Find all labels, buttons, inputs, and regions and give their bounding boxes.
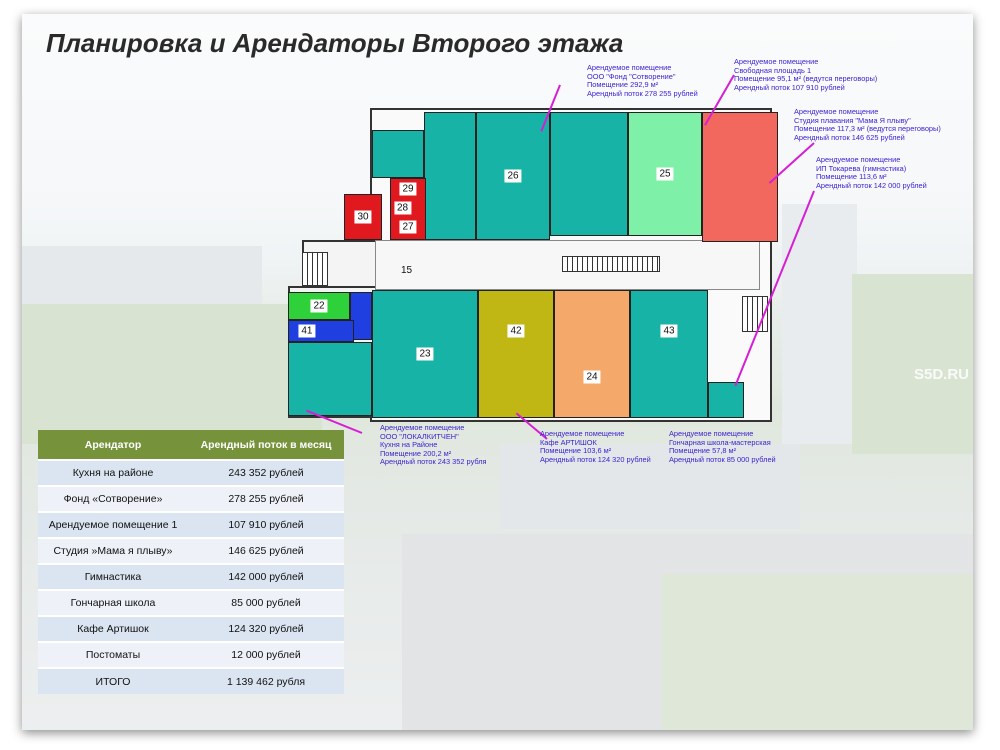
room-southeast-small xyxy=(708,382,744,418)
room-upper-teal-a xyxy=(424,112,476,240)
room-25 xyxy=(628,112,702,236)
flow-cell: 142 000 рублей xyxy=(188,564,344,590)
stairwell-west xyxy=(302,252,328,286)
tenant-cell: Кухня на районе xyxy=(38,460,188,486)
annotation-kitchen: Арендуемое помещение ООО "ЛОКАЛКИТЧЕН" Кухня на Районе Помещение 200,2 м² Арендный поток 243 352 рубля xyxy=(380,423,487,467)
table-header-row xyxy=(38,430,344,460)
tenant-cell: Гончарная школа xyxy=(38,590,188,616)
table-row xyxy=(38,486,344,512)
flow-cell: 85 000 рублей xyxy=(188,590,344,616)
room-label: 22 xyxy=(310,300,327,313)
room-red xyxy=(702,112,778,242)
room-cluster-red xyxy=(390,178,426,240)
room-label: 42 xyxy=(507,325,524,338)
room-label: 41 xyxy=(298,325,315,338)
column-header-flow: Арендный поток в месяц xyxy=(188,430,344,460)
table-row xyxy=(38,512,344,538)
watermark: S5D.RU xyxy=(914,366,970,383)
tenant-cell: Студия »Мама я плыву» xyxy=(38,538,188,564)
room-30 xyxy=(344,194,382,240)
tenants-table xyxy=(38,430,344,694)
room-26 xyxy=(476,112,550,240)
room-upper-small xyxy=(372,130,424,178)
annotation-swim-studio: Арендуемое помещение Студия плавания "Мама Я плыву" Помещение 117,3 м² (ведутся переговоры) Арендный поток 146 625 рублей xyxy=(794,107,941,142)
annotation-fund: Арендуемое помещение ООО "Фонд "Сотворение" Помещение 292,9 м² Арендный поток 278 255 рублей xyxy=(587,63,698,98)
flow-cell: 146 625 рублей xyxy=(188,538,344,564)
table-row xyxy=(38,460,344,486)
room-label: 26 xyxy=(504,170,521,183)
room-label: 27 xyxy=(399,221,416,234)
table-row xyxy=(38,590,344,616)
annotation-cafe: Арендуемое помещение Кафе АРТИШОК Помещение 103,6 м² Арендный поток 124 320 рублей xyxy=(540,429,651,464)
tenant-cell: Постоматы xyxy=(38,642,188,668)
annotation-pottery: Арендуемое помещение Гончарная школа-мастерская Помещение 57,8 м² Арендный поток 85 000 рублей xyxy=(669,429,776,464)
table-row xyxy=(38,642,344,668)
tenant-cell: Кафе Артишок xyxy=(38,616,188,642)
room-label: 28 xyxy=(394,201,411,214)
flow-cell: 278 255 рублей xyxy=(188,486,344,512)
table-row xyxy=(38,564,344,590)
room-label: 30 xyxy=(354,211,371,224)
column-header-tenant: Арендатор xyxy=(38,430,188,460)
slide xyxy=(22,14,973,730)
tenant-cell: Гимнастика xyxy=(38,564,188,590)
room-22 xyxy=(288,292,350,320)
room-41 xyxy=(288,320,354,342)
room-southwest-teal xyxy=(288,342,372,416)
flow-cell: 243 352 рублей xyxy=(188,460,344,486)
room-label: 23 xyxy=(416,348,433,361)
room-23 xyxy=(372,290,478,418)
flow-cell: 12 000 рублей xyxy=(188,642,344,668)
room-42 xyxy=(478,290,554,418)
flow-cell: 107 910 рублей xyxy=(188,512,344,538)
room-24 xyxy=(554,290,630,418)
table-row-total xyxy=(38,668,344,694)
annotation-gymnastics: Арендуемое помещение ИП Токарева (гимнастика) Помещение 113,6 м² Арендный поток 142 000 рублей xyxy=(816,155,927,190)
table-row xyxy=(38,616,344,642)
annotation-free-space: Арендуемое помещение Свободная площадь 1 Помещение 95,1 м² (ведутся переговоры) Арендный поток 107 910 рублей xyxy=(734,57,878,92)
floor-plan xyxy=(280,100,790,430)
table-row xyxy=(38,538,344,564)
page-title: Планировка и Арендаторы Второго этажа xyxy=(46,28,624,58)
room-label: 24 xyxy=(583,370,600,383)
flow-cell: 124 320 рублей xyxy=(188,616,344,642)
escalator xyxy=(562,256,660,272)
room-label: 43 xyxy=(660,325,677,338)
room-label: 25 xyxy=(656,168,673,181)
tenant-cell: Фонд «Сотворение» xyxy=(38,486,188,512)
room-43 xyxy=(630,290,708,418)
room-label: 29 xyxy=(399,182,416,195)
room-upper-teal-b xyxy=(550,112,628,236)
flow-cell: 1 139 462 рубля xyxy=(188,668,344,694)
tenant-cell: Арендуемое помещение 1 xyxy=(38,512,188,538)
tenant-cell: ИТОГО xyxy=(38,668,188,694)
room-15-label: 15 xyxy=(401,265,413,276)
